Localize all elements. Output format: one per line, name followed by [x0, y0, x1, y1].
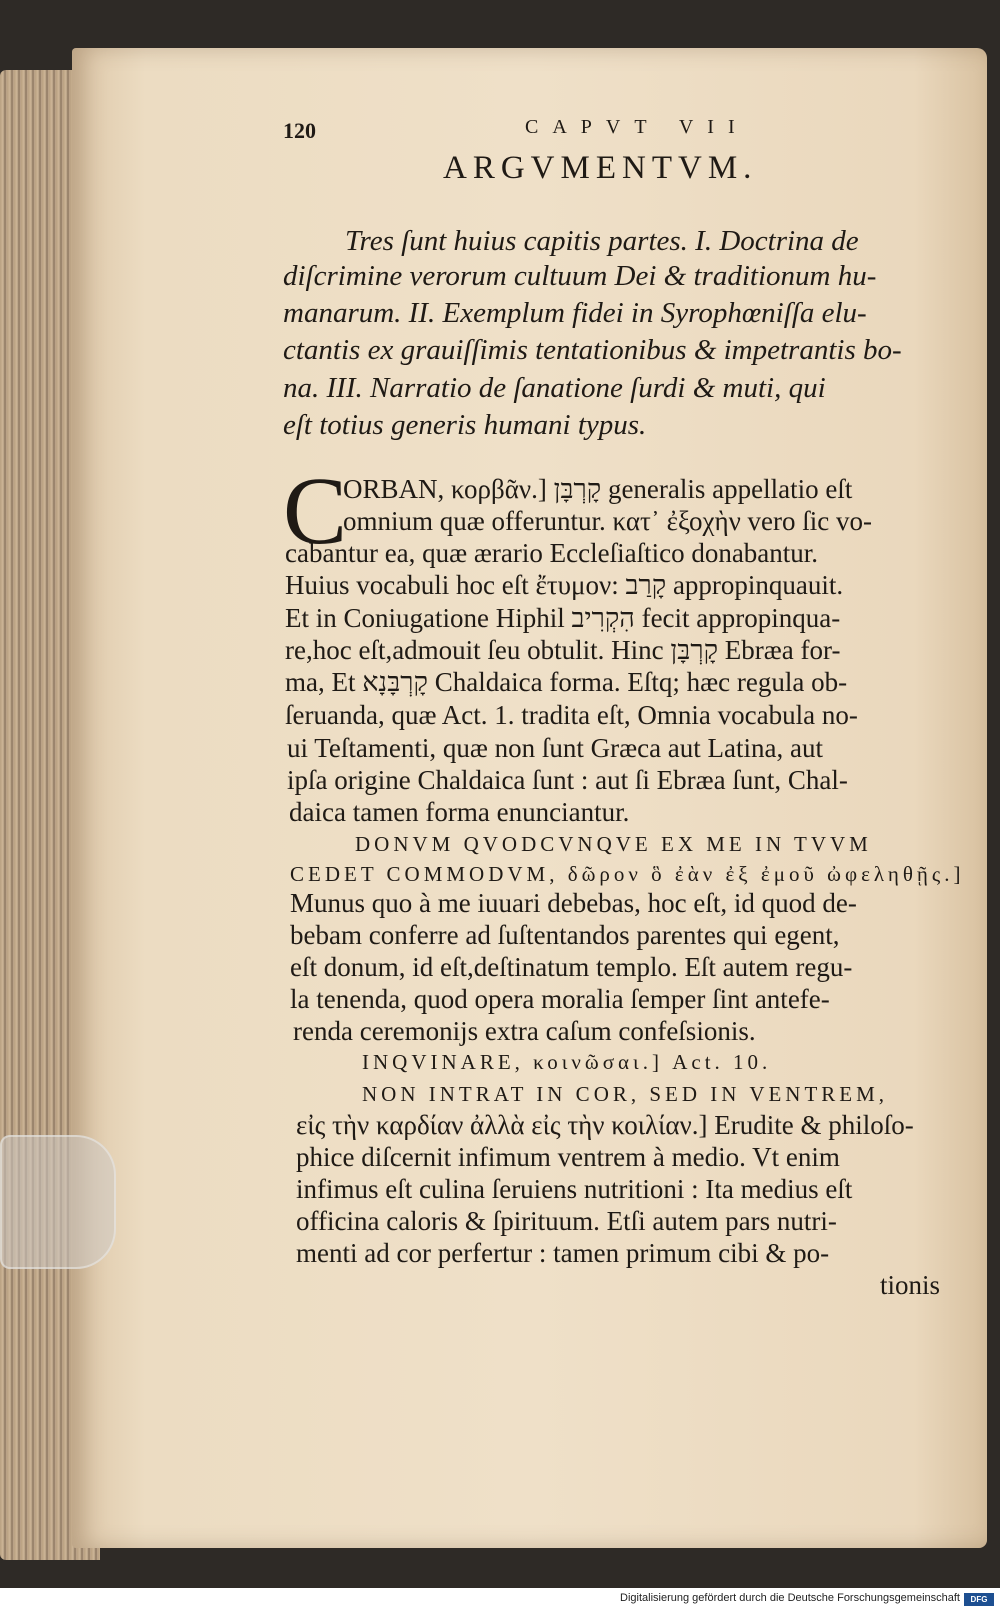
catchword: tionis [880, 1270, 941, 1300]
body-line: ma, Et קָרְבָּנָא Chaldaica forma. Eſtq; hæc regula ob- [285, 667, 848, 697]
body-line: renda ceremonijs extra caſum confeſsionis. [293, 1016, 756, 1046]
body-line: ui Teſtamenti, quæ non ſunt Græca aut Latina, aut [287, 733, 823, 763]
body-line: εἰς τὴν καρδίαν ἀλλὰ εἰς τὴν κοιλίαν.] Erudite & philoſo- [296, 1110, 914, 1140]
body-line: eſt donum, id eſt,deſtinatum templo. Eſt autem regu- [290, 952, 853, 982]
body-line: officina caloris & ſpirituum. Etſi autem pars nutri- [296, 1206, 837, 1236]
body-line: ipſa origine Chaldaica ſunt : aut ſi Ebræa ſunt, Chal- [287, 765, 848, 795]
argument-line: ctantis ex grauiſſimis tentationibus & impetrantis bo- [283, 334, 902, 366]
body-line: ſeruanda, quæ Act. 1. tradita eſt, Omnia vocabula no- [285, 700, 858, 730]
body-line: daica tamen forma enunciantur. [289, 797, 630, 827]
digitization-footer [0, 1588, 1000, 1610]
page-clip [0, 1135, 116, 1269]
lemma-line: DONVM QVODCVNQVE EX ME IN TVVM [355, 832, 872, 856]
argument-line: manarum. II. Exemplum fidei in Syrophœniſſa elu- [283, 297, 867, 329]
argument-line: eſt totius generis humani typus. [283, 409, 647, 441]
lemma-line: CEDET COMMODVM, δῶρον ὃ ἐὰν ἐξ ἐμοῦ ὠφεληθῇς.] [290, 862, 965, 886]
dfg-logo: DFG [964, 1593, 994, 1606]
argument-title: ARGVMENTVM. [443, 150, 758, 186]
body-line: phice diſcernit infimum ventrem à medio. Vt enim [296, 1142, 840, 1172]
lemma-line: INQVINARE, κοινῶσαι.] Act. 10. [362, 1050, 772, 1074]
lemma-line: NON INTRAT IN COR, SED IN VENTREM, [362, 1082, 889, 1106]
footer-credit: Digitalisierung gefördert durch die Deutsche Forschungsgemeinschaft [620, 1592, 960, 1604]
body-line: cabantur ea, quæ ærario Eccleſiaſtico donabantur. [285, 538, 819, 568]
argument-line: diſcrimine verorum cultuum Dei & traditionum hu- [283, 260, 877, 292]
drop-cap: C [283, 457, 348, 564]
argument-line: na. III. Narratio de ſanatione ſurdi & muti, qui [283, 372, 826, 404]
argument-line: Tres ſunt huius capitis partes. I. Doctrina de [345, 225, 859, 257]
folio-number: 120 [283, 118, 316, 143]
body-line: Huius vocabuli hoc eſt ἔτυμον: קָרַב appropinquauit. [285, 570, 844, 600]
body-line: omnium quæ offeruntur. κατ᾽ ἐξοχὴν vero ſic vo- [343, 506, 872, 536]
body-line: Et in Coniugatione Hiphil הִקְרִיב fecit appropinqua- [285, 603, 841, 633]
body-line: infimus eſt culina ſeruiens nutritioni : Ita medius eſt [296, 1174, 853, 1204]
body-line: la tenenda, quod opera moralia ſemper ſint antefe- [290, 984, 830, 1014]
body-line: bebam conferre ad ſuſtentandos parentes qui egent, [290, 920, 840, 950]
running-head: CAPVT VII [525, 116, 749, 138]
body-line: Munus quo à me iuuari debebas, hoc eſt, id quod de- [290, 888, 857, 918]
body-line: re,hoc eſt,admouit ſeu obtulit. Hinc קָרְבָּן Ebræa for- [285, 635, 841, 665]
body-line: ORBAN, κορβᾶν.] קָרְבָּן generalis appellatio eſt [343, 474, 853, 504]
body-line: menti ad cor perfertur : tamen primum cibi & po- [296, 1238, 830, 1268]
